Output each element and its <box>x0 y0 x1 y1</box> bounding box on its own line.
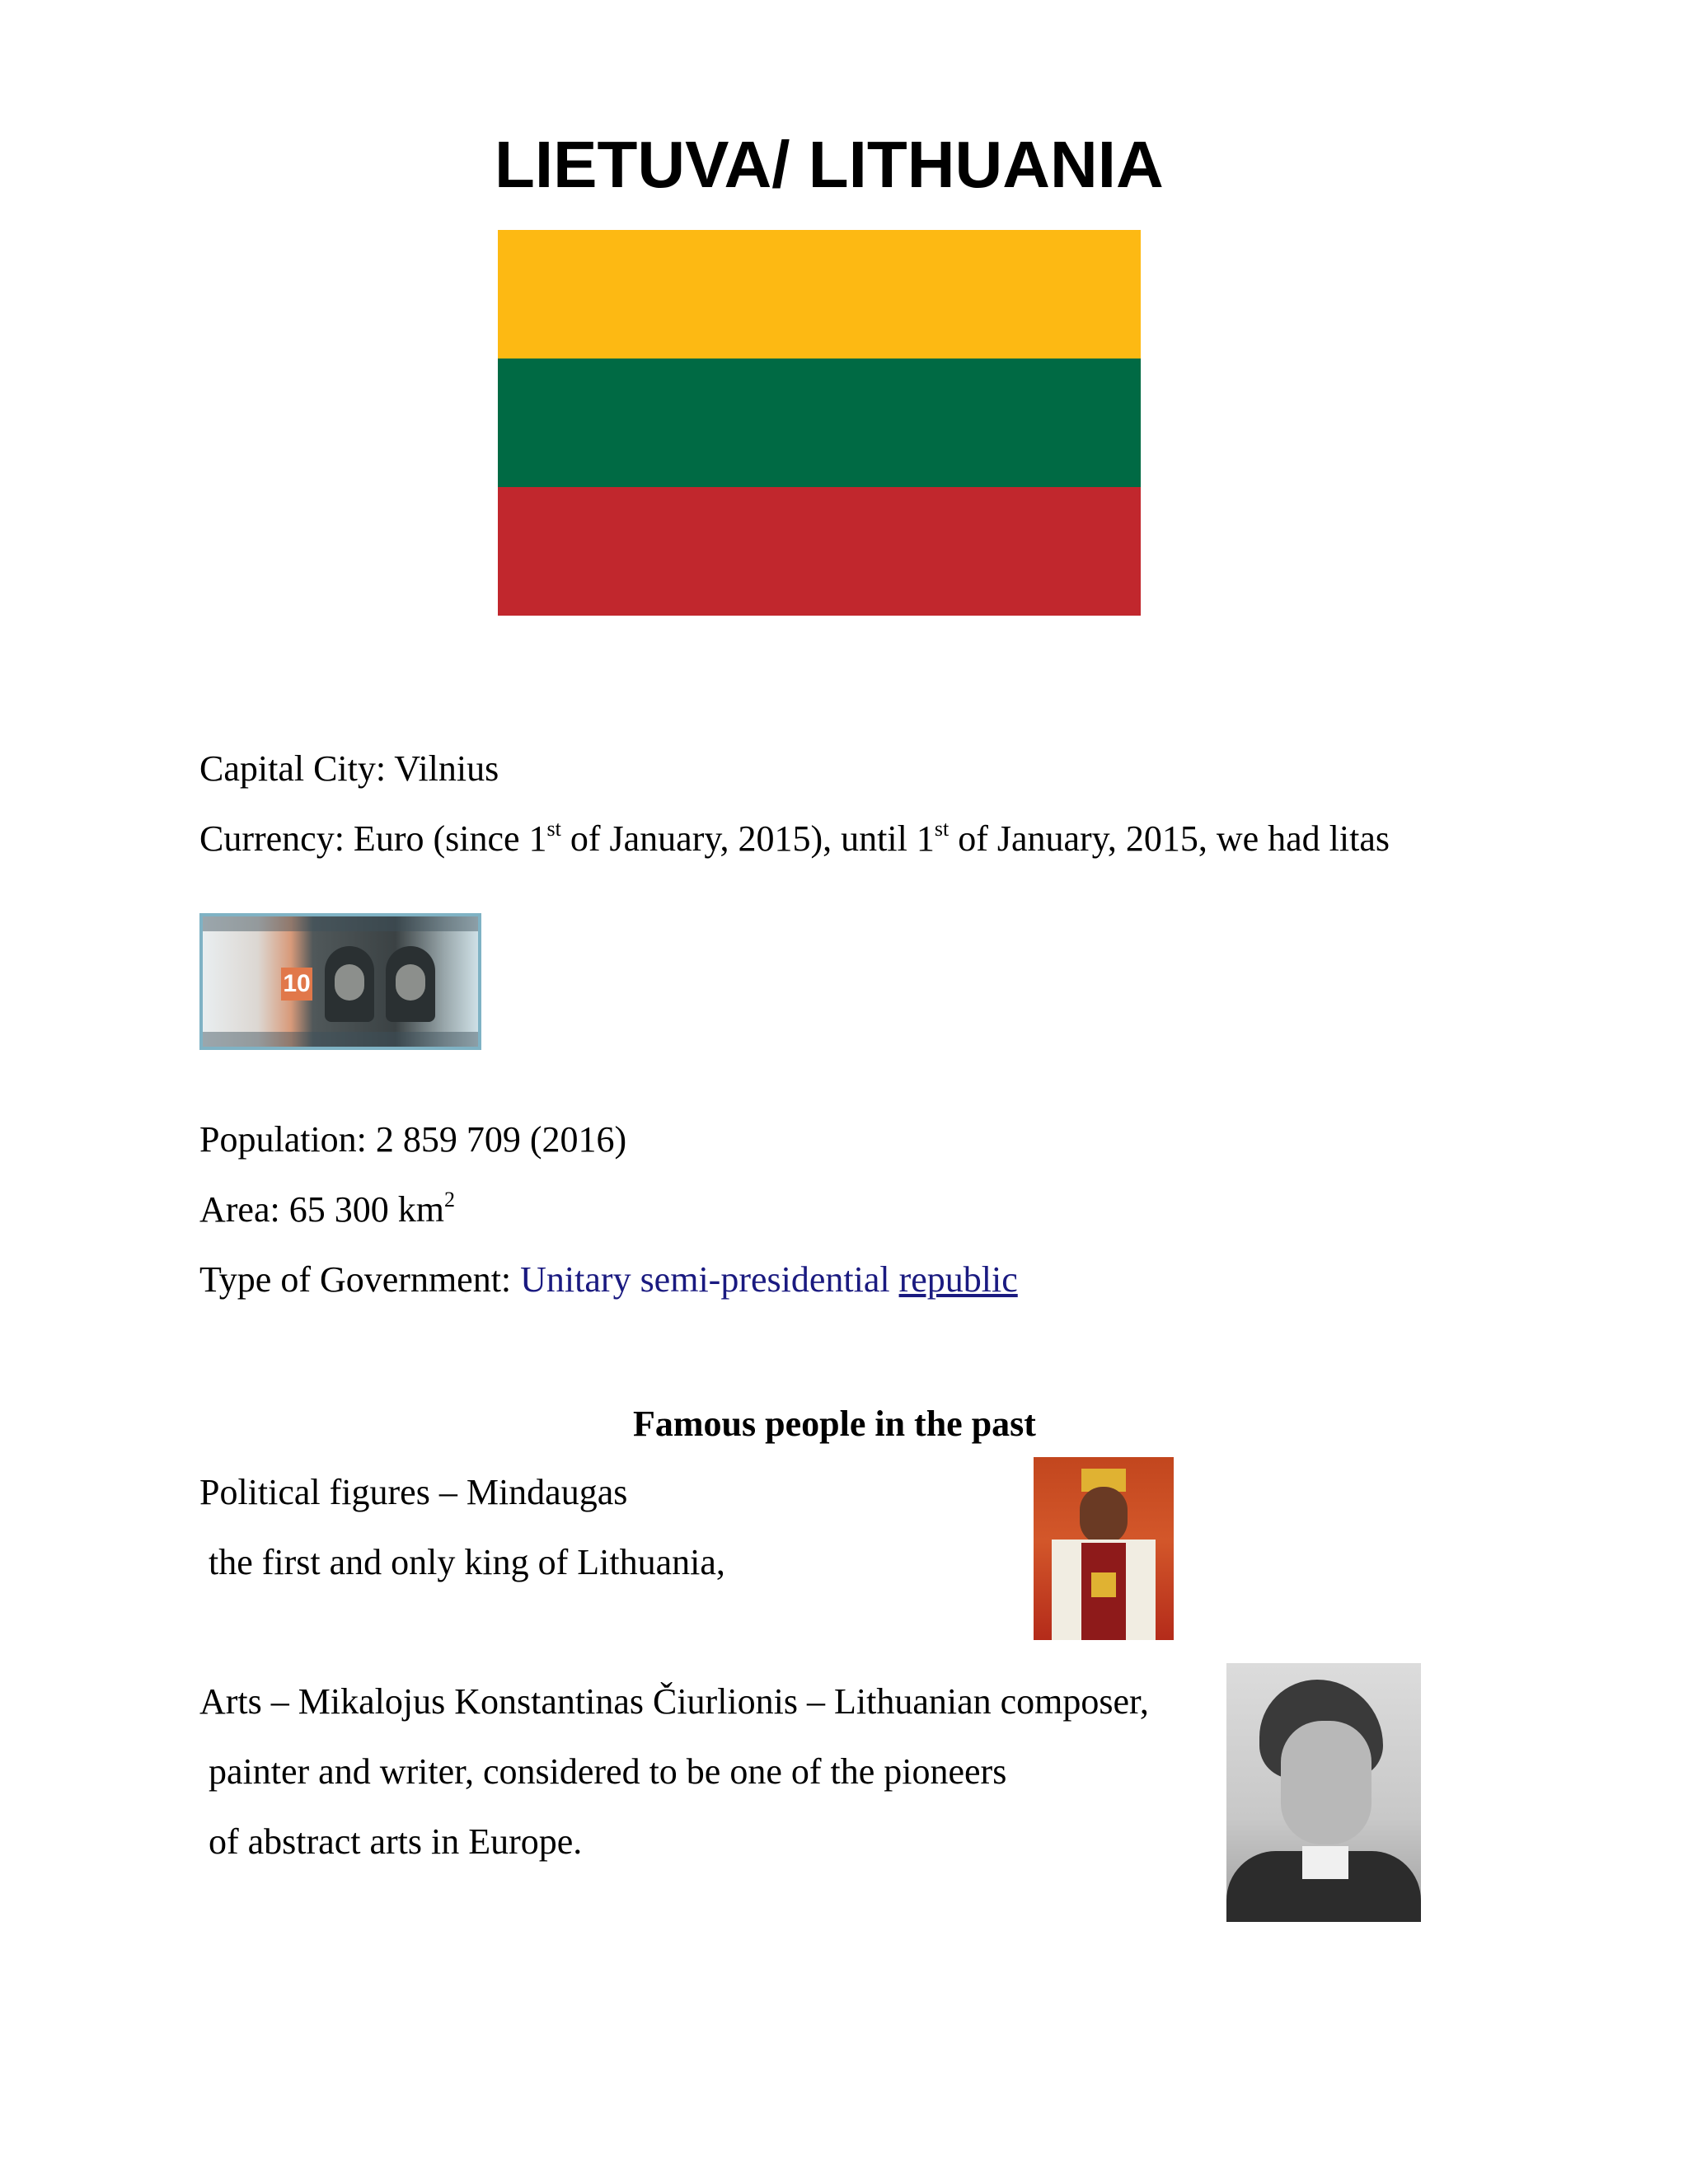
government-link-republic[interactable]: republic <box>898 1259 1018 1300</box>
portrait-collar-shape <box>1302 1846 1348 1879</box>
arts-line-1: Arts – Mikalojus Konstantinas Čiurlionis – Lithuanian composer, <box>199 1681 1149 1722</box>
banknote-denomination: 10 <box>281 968 312 1001</box>
political-line-2: the first and only king of Lithuania, <box>199 1542 725 1582</box>
ciurlionis-portrait-image <box>1226 1663 1421 1922</box>
flag-stripe-green <box>498 359 1141 487</box>
arts-line-2: painter and writer, considered to be one of the pioneers <box>199 1751 1007 1792</box>
currency-sup-2: st <box>934 817 950 841</box>
mindaugas-icon-image <box>1034 1457 1174 1640</box>
currency-line <box>199 816 1390 862</box>
banknote-bottom-band <box>203 1032 478 1047</box>
arts-line-3: of abstract arts in Europe. <box>199 1821 583 1862</box>
flag-stripe-red <box>498 487 1141 616</box>
king-emblem-shape <box>1091 1572 1116 1597</box>
litas-banknote-image <box>199 913 481 1050</box>
political-line-1: Political figures – Mindaugas <box>199 1472 628 1512</box>
government-line <box>199 1257 1018 1303</box>
currency-text-1: Currency: Euro (since 1 <box>199 818 547 859</box>
area-text: Area: 65 300 km <box>199 1189 444 1230</box>
famous-people-heading: Famous people in the past <box>633 1404 1036 1444</box>
page-title: LIETUVA/ LITHUANIA <box>495 128 1164 201</box>
area-line <box>199 1187 455 1233</box>
area-sup: 2 <box>443 1188 455 1212</box>
population: Population: 2 859 709 (2016) <box>199 1119 627 1160</box>
portrait-face-shape <box>1281 1721 1372 1844</box>
flag-stripe-yellow <box>498 230 1141 359</box>
lithuania-flag <box>498 230 1141 616</box>
currency-text-2: of January, 2015), until 1 <box>560 818 935 859</box>
banknote-top-band <box>203 916 478 931</box>
government-space <box>890 1259 899 1300</box>
government-link-unitary[interactable]: Unitary semi-presidential <box>520 1259 890 1300</box>
king-head-shape <box>1080 1487 1128 1544</box>
currency-sup-1: st <box>546 817 561 841</box>
banknote-pilot-right <box>386 946 435 1022</box>
government-label: Type of Government: <box>199 1259 521 1300</box>
currency-text-3: of January, 2015, we had litas <box>949 818 1390 859</box>
capital-city: Capital City: Vilnius <box>199 748 499 789</box>
banknote-pilot-left <box>325 946 374 1022</box>
